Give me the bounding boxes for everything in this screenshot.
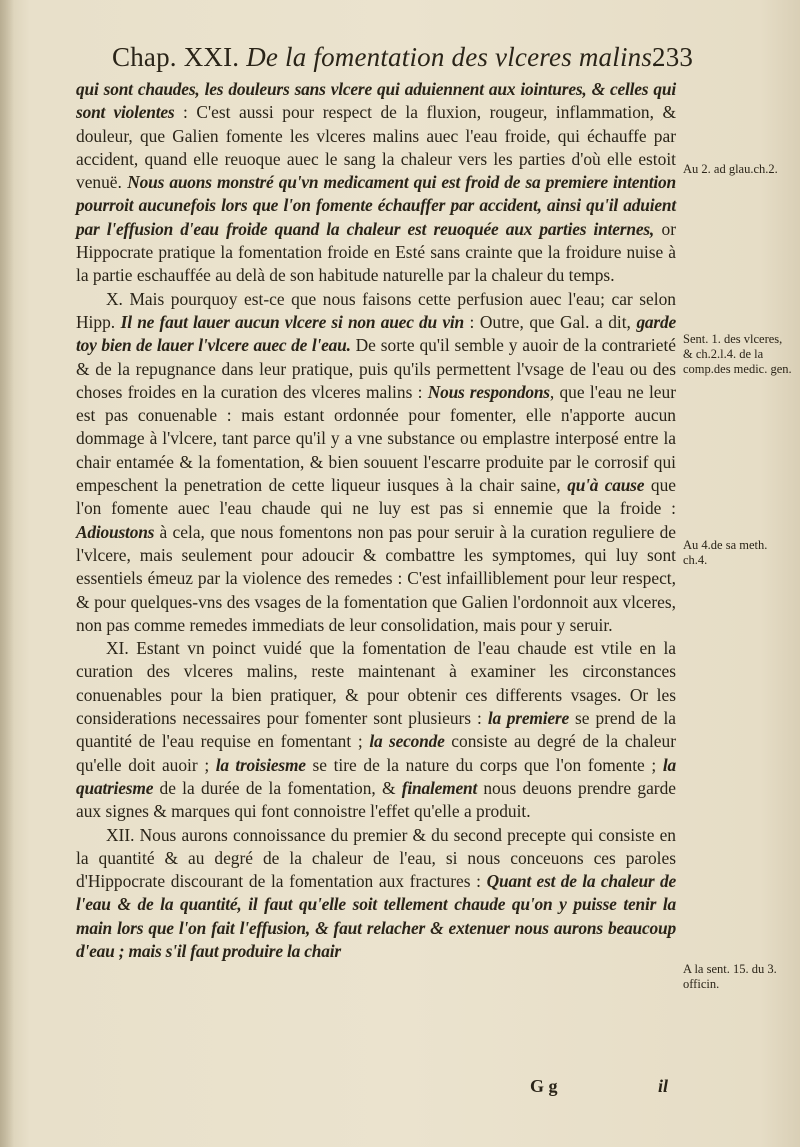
chapter-label: Chap. XXI. xyxy=(112,42,240,72)
italic-segment: garde toy bien de lauer l'vlcere auec de l'eau. xyxy=(76,311,677,356)
italic-segment: Nous auons monstré qu'vn medicament qui est froid de sa premiere intention pourroit aucunefois lors que l'on fomente échauffer par accident, ainsi qu'il aduient par l'effusion d'eau froide quand la chaleur est reuoquée aux parties internes, xyxy=(76,172,676,239)
italic-segment: la premiere xyxy=(487,708,569,729)
italic-segment: Il ne faut lauer aucun vlcere si non auec du vin xyxy=(120,311,464,332)
paragraph xyxy=(76,637,676,823)
italic-segment: qui sont chaudes, les douleurs sans vlcere qui aduiennent aux iointures, & celles qui sont violentes xyxy=(76,79,676,123)
italic-segment: Adioustons xyxy=(76,521,155,542)
text-segment: se tire de la nature du corps que l'on fomente ; xyxy=(305,754,663,775)
text-segment: De sorte qu'il semble y auoir de la contrarieté & de la repugnance dans leur pratique, puis qu'ils permettent l'vsage de l'eau ou des choses froides en la curation des vlceres malins : xyxy=(76,335,676,402)
margin-note: Sent. 1. des vlceres, & ch.2.l.4. de la comp.des medic. gen. xyxy=(683,332,792,376)
paragraph xyxy=(76,78,676,288)
paragraph xyxy=(76,288,676,637)
italic-segment: la quatriesme xyxy=(76,754,677,798)
chapter-title: De la fomentation des vlceres malins. xyxy=(246,42,660,72)
text-segment: or Hippocrate pratique la fomentation froide en Esté sans crainte que la froidure nuise à la partie eschauffée au delà de son habitude naturelle par la chaleur du temps. xyxy=(76,218,676,286)
signature-mark: G g xyxy=(530,1076,558,1096)
text-segment: se prend de la quantité de l'eau requise en fomentant ; xyxy=(76,708,676,752)
body-text xyxy=(76,78,676,963)
text-segment: que l'on fomente auec l'eau chaude qui ne luy est pas si ennemie que la froide : xyxy=(76,475,676,519)
page-gutter-shadow xyxy=(0,0,14,1147)
margin-note: Au 4.de sa meth. ch.4. xyxy=(683,538,768,567)
text-segment: , que l'eau ne leur est pas conuenable : mais estant ordonnée pour fomenter, elle n'apporte aucun dommage à l'vlcere, tant parce qu'il y a vne substance ou emplastre interposé entre la chair entamée & la fomentation, & bien souuent l'escarre produite par le corrosif qui empeschent la penetration de cette liqueur iusques à la chair saine, xyxy=(76,381,676,496)
margin-note: Au 2. ad glau.ch.2. xyxy=(683,162,778,176)
running-header xyxy=(112,42,712,73)
page-number: 233 xyxy=(652,42,694,72)
text-segment: : C'est aussi pour respect de la fluxion, rougeur, inflammation, & douleur, que Galien fomente les vlceres malins auec l'eau froide, qui échauffe par accident, quand elle reuoque auec le sang la chaleur vers les parties d'où elle estoit venuë. xyxy=(76,102,676,193)
text-segment: : Outre, que Gal. a dit, xyxy=(463,311,637,332)
margin-note: A la sent. 15. du 3. officin. xyxy=(683,962,777,991)
text-segment: à cela, que nous fomentons non pas pour seruir à la curation reguliere de l'vlcere, mais seulement pour adoucir & combattre les symptomes, qui luy sont essentiels émeuz par la violence des remedes : C'est infailliblement pour leur respect, & pour quelques-vns des vsages de la fomentation que Galien l'ordonnoit aux vlceres, non pas comme remedes immediats de leur consolidation, mais pour y seruir. xyxy=(76,521,676,635)
text-segment: XI. Estant vn poinct vuidé que la fomentation de l'eau chaude est vtile en la curation des vlceres malins, reste maintenant à examiner les circonstances conuenables pour la bien pratiquer, & pour obtenir ces differents vsages. Or les considerations necessaires pour fomenter sont plusieurs : xyxy=(76,638,676,729)
text-segment: de la durée de la fomentation, & xyxy=(153,777,402,798)
text-segment: consiste au degré de la chaleur qu'elle doit auoir ; xyxy=(76,731,676,775)
catchword: il xyxy=(658,1076,669,1096)
italic-segment: finalement xyxy=(401,777,478,798)
text-segment: XII. Nous aurons connoissance du premier & du second precepte qui consiste en la quantité & au degré de la chaleur de l'eau, si nous conceuons ces paroles d'Hippocrate discourant de la fomentation aux fractures : xyxy=(76,824,676,892)
italic-segment: Nous respondons xyxy=(427,381,550,402)
italic-segment: Quant est de la chaleur de l'eau & de la quantité, il faut qu'elle soit tellement chaude qu'on y puisse tenir la main lors que l'on fait l'effusion, & faut relacher & extenuer nous aurons beaucoup d'eau ; mais s'il faut produire la chair xyxy=(76,871,676,961)
italic-segment: la seconde xyxy=(369,731,445,752)
italic-segment: qu'à cause xyxy=(567,475,645,496)
italic-segment: la troisiesme xyxy=(215,754,306,775)
text-segment: nous deuons prendre garde aux signes & marques qui font connoistre l'effet qu'elle a produit. xyxy=(76,777,676,822)
text-segment: X. Mais pourquoy est-ce que nous faisons cette perfusion auec l'eau; car selon Hipp. xyxy=(76,288,676,332)
paragraph xyxy=(76,824,676,964)
